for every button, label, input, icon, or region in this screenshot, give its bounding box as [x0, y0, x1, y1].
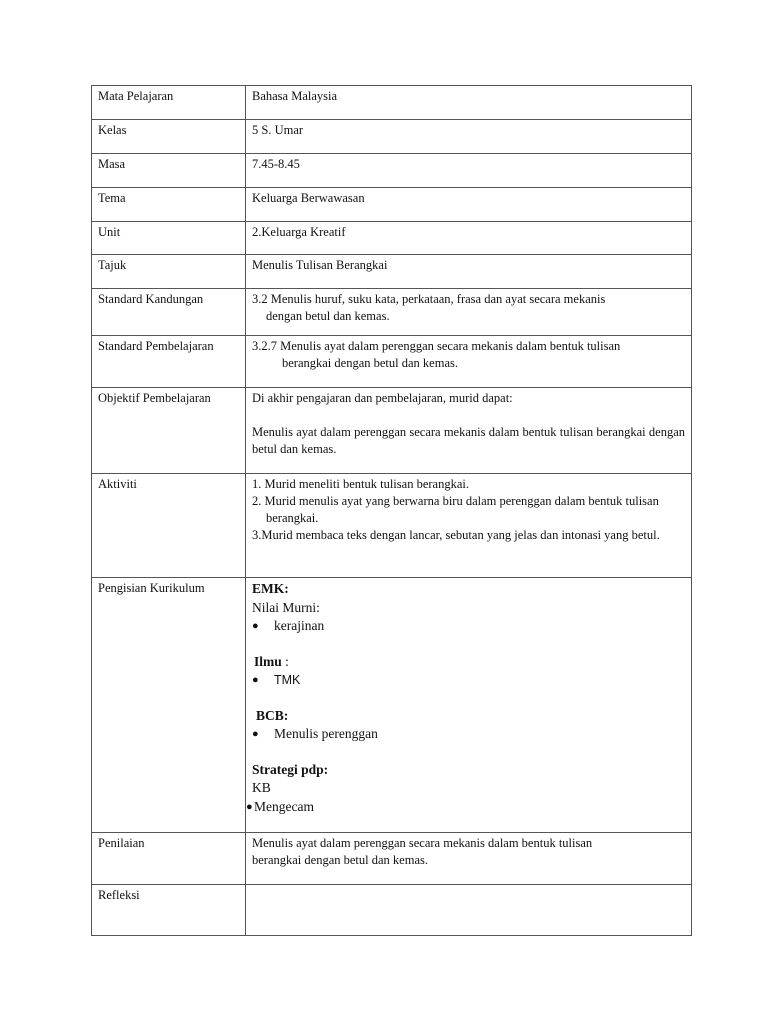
ilmu-heading-line: [252, 653, 685, 672]
value-objektif: [246, 388, 692, 474]
value-penilaian: [246, 833, 692, 885]
bullet-icon: ●: [252, 674, 259, 686]
objektif-intro: Di akhir pengajaran dan pembelajaran, murid dapat:: [252, 391, 513, 405]
value-tajuk: Menulis Tulisan Berangkai: [246, 255, 692, 289]
nilai-murni-text: kerajinan: [274, 618, 325, 633]
row-kelas: [92, 120, 692, 154]
label-tema: Tema: [92, 188, 246, 222]
row-tajuk: [92, 255, 692, 289]
bullet-icon: ●: [252, 728, 259, 740]
value-tema: Keluarga Berwawasan: [246, 188, 692, 222]
ilmu-heading: Ilmu: [254, 653, 282, 669]
strategi-heading: Strategi pdp:: [252, 761, 329, 777]
aktiviti-item: 3.Murid membaca teks dengan lancar, sebutan yang jelas dan intonasi yang betul.: [252, 528, 660, 542]
value-aktiviti: [246, 474, 692, 578]
ilmu-text: TMK: [274, 673, 301, 687]
value-refleksi: [246, 885, 692, 936]
standard-pembelajaran-line1: 3.2.7 Menulis ayat dalam perenggan secara mekanis dalam bentuk tulisan: [252, 339, 621, 353]
value-standard-pembelajaran: [246, 336, 692, 388]
penilaian-line2: berangkai dengan betul dan kemas.: [252, 853, 428, 867]
label-aktiviti: Aktiviti: [92, 474, 246, 578]
bcb-heading: BCB:: [256, 707, 289, 723]
bullet-icon: ●: [252, 620, 259, 632]
standard-pembelajaran-line2: berangkai dengan betul dan kemas.: [282, 356, 458, 370]
row-standard-kandungan: [92, 289, 692, 336]
label-standard-kandungan: Standard Kandungan: [92, 289, 246, 336]
strategi-text: Mengecam: [254, 798, 314, 814]
label-refleksi: Refleksi: [92, 885, 246, 936]
row-unit: [92, 222, 692, 255]
row-tema: [92, 188, 692, 222]
value-pengisian-kurikulum: [246, 578, 692, 833]
value-unit: 2.Keluarga Kreatif: [246, 222, 692, 255]
bcb-item: [252, 725, 685, 744]
aktiviti-item: 2. Murid menulis ayat yang berwarna biru dalam perenggan dalam bentuk tulisan berangkai.: [252, 494, 659, 525]
ilmu-colon: :: [281, 653, 289, 669]
emk-heading: EMK:: [252, 581, 289, 596]
aktiviti-item: 1. Murid meneliti bentuk tulisan berangkai.: [252, 477, 469, 491]
row-aktiviti: [92, 474, 692, 578]
row-mata-pelajaran: [92, 86, 692, 120]
lesson-plan-table: [91, 85, 692, 936]
label-kelas: Kelas: [92, 120, 246, 154]
label-mata-pelajaran: Mata Pelajaran: [92, 86, 246, 120]
label-tajuk: Tajuk: [92, 255, 246, 289]
value-masa: 7.45-8.45: [246, 154, 692, 188]
label-objektif: Objektif Pembelajaran: [92, 388, 246, 474]
row-refleksi: [92, 885, 692, 936]
ilmu-item: [252, 671, 685, 690]
penilaian-line1: Menulis ayat dalam perenggan secara mekanis dalam bentuk tulisan: [252, 836, 593, 850]
bcb-text: Menulis perenggan: [274, 726, 378, 741]
label-pengisian-kurikulum: Pengisian Kurikulum: [92, 578, 246, 833]
label-masa: Masa: [92, 154, 246, 188]
row-penilaian: [92, 833, 692, 885]
label-unit: Unit: [92, 222, 246, 255]
row-objektif: [92, 388, 692, 474]
standard-kandungan-line2: dengan betul dan kemas.: [266, 309, 390, 323]
strategi-item: [246, 798, 685, 817]
nilai-murni-item: [252, 617, 685, 636]
value-standard-kandungan: [246, 289, 692, 336]
strategi-kb: KB: [252, 780, 271, 795]
label-penilaian: Penilaian: [92, 833, 246, 885]
value-mata-pelajaran: Bahasa Malaysia: [246, 86, 692, 120]
row-masa: [92, 154, 692, 188]
bullet-icon: ●: [246, 800, 253, 813]
nilai-murni-label: Nilai Murni:: [252, 599, 320, 615]
row-standard-pembelajaran: [92, 336, 692, 388]
standard-kandungan-line1: 3.2 Menulis huruf, suku kata, perkataan, frasa dan ayat secara mekanis: [252, 292, 606, 306]
value-kelas: 5 S. Umar: [246, 120, 692, 154]
label-standard-pembelajaran: Standard Pembelajaran: [92, 336, 246, 388]
row-pengisian-kurikulum: [92, 578, 692, 833]
objektif-body: Menulis ayat dalam perenggan secara mekanis dalam bentuk tulisan berangkai dengan betul dan kemas.: [252, 425, 685, 456]
